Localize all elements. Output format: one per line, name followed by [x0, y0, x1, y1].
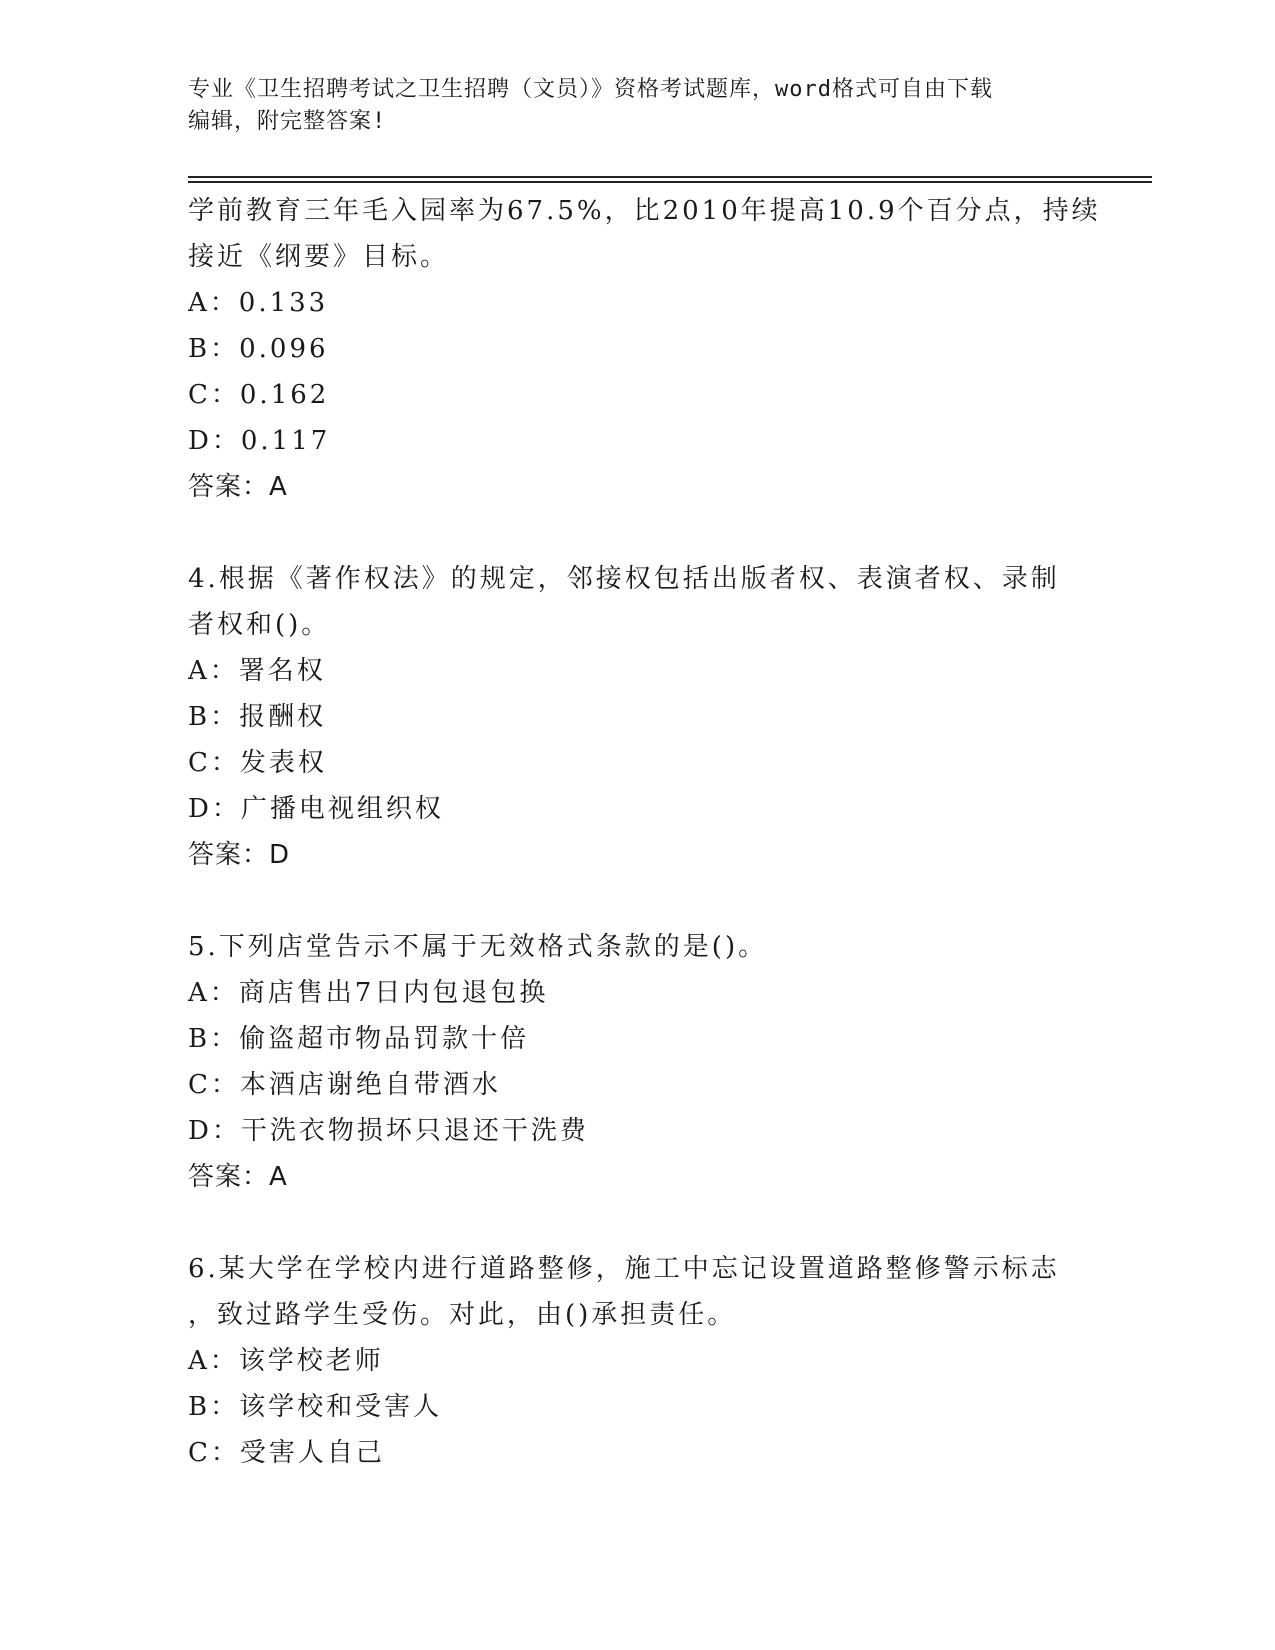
option-c: C：0.162: [188, 380, 330, 410]
answer-line: 答案：A: [188, 472, 288, 502]
option-d: D：干洗衣物损坏只退还干洗费: [188, 1116, 589, 1146]
option-b: B：0.096: [188, 334, 329, 364]
document-header: [188, 74, 1088, 138]
question-stem-line: 者权和()。: [188, 610, 331, 640]
option-a: A：商店售出7日内包退包换: [188, 978, 549, 1008]
option-c: C：本酒店谢绝自带酒水: [188, 1070, 501, 1100]
question-stem-line: 6.某大学在学校内进行道路整修，施工中忘记设置道路整修警示标志: [188, 1254, 1060, 1284]
option-a: A：署名权: [188, 656, 326, 686]
header-divider-top: [188, 176, 1152, 178]
question-list: [188, 188, 1101, 1476]
answer-line: 答案：D: [188, 840, 291, 870]
question-stem-line: 5.下列店堂告示不属于无效格式条款的是()。: [188, 932, 768, 962]
spacer: [188, 510, 1088, 556]
option-d: D：广播电视组织权: [188, 794, 444, 824]
answer-line: 答案：A: [188, 1162, 288, 1192]
question-4: [188, 556, 1088, 878]
question-stem-line: 学前教育三年毛入园率为67.5%，比2010年提高10.9个百分点，持续: [188, 196, 1101, 226]
option-b: B：该学校和受害人: [188, 1392, 443, 1422]
question-5: [188, 924, 1088, 1200]
option-d: D：0.117: [188, 426, 331, 456]
question-stem-line: 4.根据《著作权法》的规定，邻接权包括出版者权、表演者权、录制: [188, 564, 1060, 594]
spacer: [188, 1200, 1088, 1246]
option-a: A：0.133: [188, 288, 329, 318]
option-c: C：发表权: [188, 748, 327, 778]
spacer: [188, 878, 1088, 924]
question-stem-line: 接近《纲要》目标。: [188, 242, 450, 272]
header-divider-bottom: [188, 181, 1152, 183]
header-line-1: 专业《卫生招聘考试之卫生招聘（文员）》资格考试题库，word格式可自由下载: [188, 77, 993, 102]
option-a: A：该学校老师: [188, 1346, 384, 1376]
question-3: [188, 188, 1101, 510]
option-b: B：偷盗超市物品罚款十倍: [188, 1024, 530, 1054]
option-b: B：报酬权: [188, 702, 327, 732]
option-c: C：受害人自己: [188, 1438, 385, 1468]
question-stem-line: ，致过路学生受伤。对此，由()承担责任。: [188, 1300, 737, 1330]
question-6: [188, 1246, 1088, 1476]
header-line-2: 编辑，附完整答案!: [188, 109, 387, 134]
